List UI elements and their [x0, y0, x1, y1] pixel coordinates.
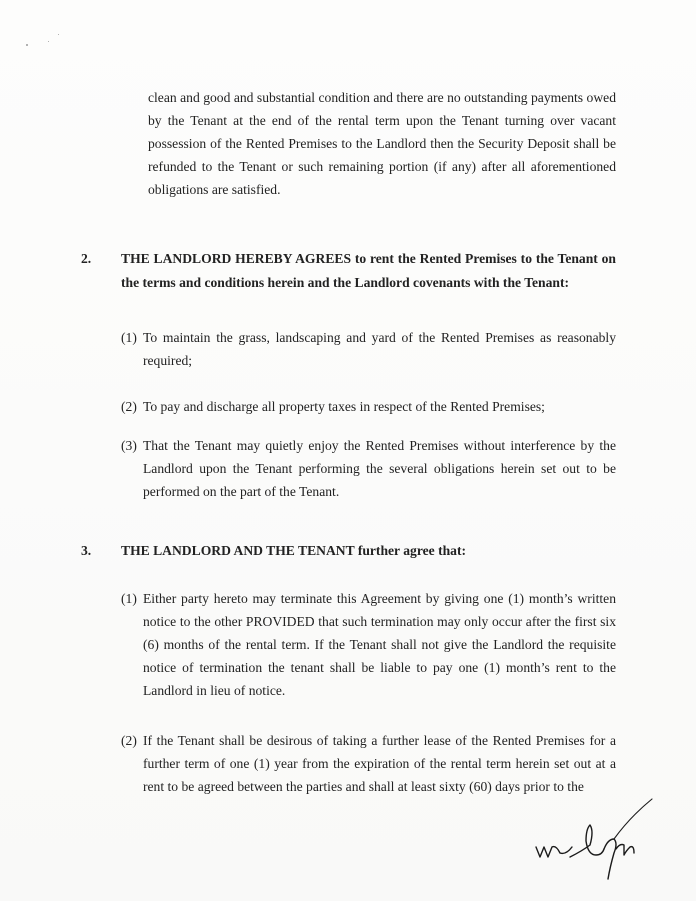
item-number: (2) — [121, 733, 137, 748]
item-number: (1) — [121, 330, 137, 345]
item-number: (3) — [121, 438, 137, 453]
item-number: (2) — [121, 399, 137, 414]
list-item — [121, 729, 616, 798]
list-item — [121, 434, 616, 503]
intro-paragraph: clean and good and substantial condition and there are no outstanding payments owed by the Tenant at the end of the rental term upon the Tenant turning over vacant possession of the Rented Premises to the Landlord then the Security Deposit shall be refunded to the Tenant or such remaining portion (if any) after all aforementioned obligations are satisfied. — [148, 90, 616, 197]
scan-speck — [26, 44, 28, 46]
scan-speck — [58, 34, 59, 35]
item-text: If the Tenant shall be desirous of taking a further lease of the Rented Premises for a further term of one (1) year from the expiration of the rental term herein set out at a rent to be agreed between the parties and shall at least sixty (60) days prior to the — [143, 733, 616, 794]
scan-speck — [48, 41, 49, 42]
item-text: To pay and discharge all property taxes in respect of the Rented Premises; — [143, 399, 545, 414]
section-2-number: 2. — [81, 251, 92, 266]
item-number: (1) — [121, 591, 137, 606]
section-3-number: 3. — [81, 543, 92, 558]
item-text: To maintain the grass, landscaping and yard of the Rented Premises as reasonably required; — [143, 330, 616, 368]
list-item — [121, 587, 616, 702]
signature-initials — [530, 795, 660, 885]
list-item — [121, 326, 616, 372]
item-text: That the Tenant may quietly enjoy the Rented Premises without interference by the Landlord upon the Tenant performing the several obligations herein set out to be performed on the part of the Tenant. — [143, 438, 616, 499]
section-2-heading: THE LANDLORD HEREBY AGREES to rent the Rented Premises to the Tenant on the terms and conditions herein and the Landlord covenants with the Tenant: — [121, 251, 616, 290]
list-item — [121, 395, 616, 418]
section-3-heading: THE LANDLORD AND THE TENANT further agree that: — [121, 543, 467, 558]
item-text: Either party hereto may terminate this Agreement by giving one (1) month’s written notice to the other PROVIDED that such termination may only occur after the first six (6) months of the rental term. If the Tenant shall not give the Landlord the requisite notice of termination the tenant shall be liable to pay one (1) month’s rent to the Landlord in lieu of notice. — [143, 591, 616, 698]
